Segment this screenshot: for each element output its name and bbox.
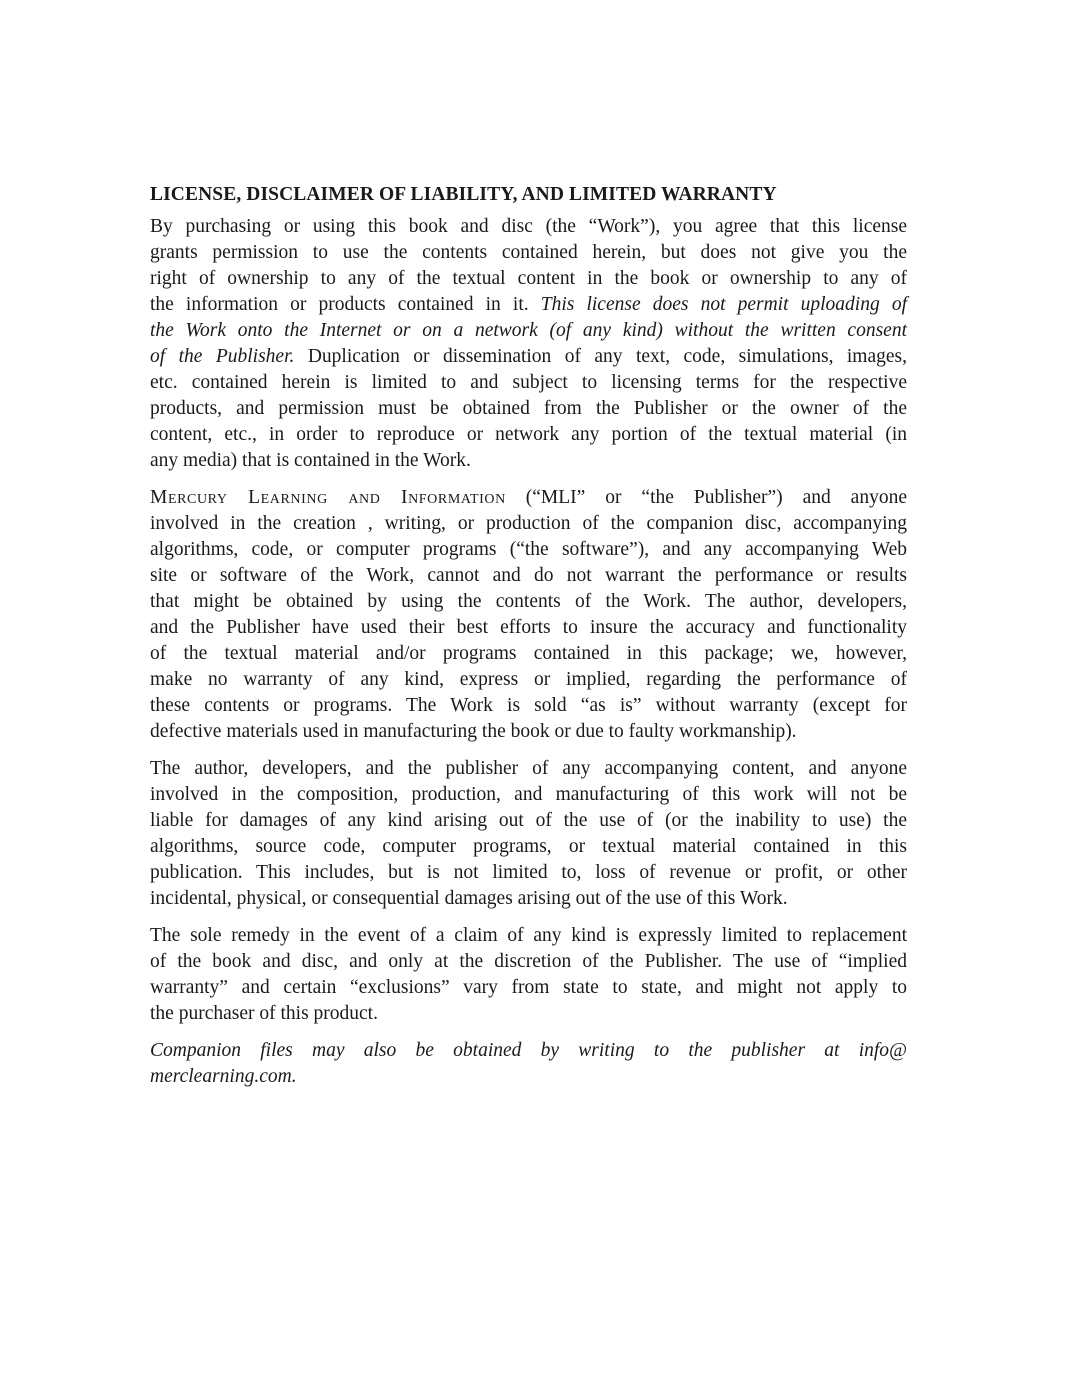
text-segment: products, and permission must be obtained from the Publisher or the owner of the: [150, 398, 907, 419]
license-body: [150, 214, 907, 1090]
page-title: LICENSE, DISCLAIMER OF LIABILITY, AND LIMITED WARRANTY: [150, 184, 777, 205]
text-segment: any media) that is contained in the Work.: [150, 450, 471, 471]
text-segment: that might be obtained by using the contents of the Work. The author, developers,: [150, 591, 907, 612]
text-line: [150, 1038, 907, 1064]
text-segment: these contents or programs. The Work is sold “as is” without warranty (except for: [150, 695, 907, 716]
text-segment: the information or products contained in it.: [150, 294, 541, 315]
paragraph: [150, 923, 907, 1027]
paragraph: [150, 1038, 907, 1090]
text-segment: The sole remedy in the event of a claim of any kind is expressly limited to replacement: [150, 925, 907, 946]
text-segment: content, etc., in order to reproduce or network any portion of the textual material (in: [150, 424, 907, 445]
text-line: [150, 370, 907, 396]
text-line: [150, 860, 907, 886]
text-line: [150, 975, 907, 1001]
publisher-name: Mercury Learning and Information: [150, 487, 506, 508]
text-line: [150, 240, 907, 266]
text-segment: algorithms, code, or computer programs (“the software”), and any accompanying Web: [150, 539, 907, 560]
text-segment: involved in the creation , writing, or production of the companion disc, accompanying: [150, 513, 907, 534]
text-segment: of the book and disc, and only at the discretion of the Publisher. The use of “implied: [150, 951, 907, 972]
text-segment: publication. This includes, but is not limited to, loss of revenue or profit, or other: [150, 862, 907, 883]
text-segment: site or software of the Work, cannot and do not warrant the performance or results: [150, 565, 907, 586]
paragraph: [150, 756, 907, 912]
text-line: [150, 344, 907, 370]
text-segment: The author, developers, and the publisher of any accompanying content, and anyone: [150, 758, 907, 779]
text-line: [150, 485, 907, 511]
text-line: [150, 923, 907, 949]
text-segment: of the textual material and/or programs contained in this package; we, however,: [150, 643, 907, 664]
text-line: [150, 782, 907, 808]
text-segment: make no warranty of any kind, express or implied, regarding the performance of: [150, 669, 907, 690]
italic-text: of the Publisher.: [150, 346, 295, 367]
text-segment: incidental, physical, or consequential damages arising out of the use of this Work.: [150, 888, 788, 909]
text-line: [150, 589, 907, 615]
text-segment: involved in the composition, production, and manufacturing of this work will not be: [150, 784, 907, 805]
text-line: [150, 949, 907, 975]
italic-text: Companion files may also be obtained by writing to the publisher at info@: [150, 1040, 907, 1061]
text-line: [150, 615, 907, 641]
italic-text: This license does not permit uploading of: [540, 294, 907, 315]
text-line: [150, 1001, 907, 1027]
text-line: [150, 266, 907, 292]
text-line: [150, 693, 907, 719]
text-segment: defective materials used in manufacturing the book or due to faulty workmanship).: [150, 721, 797, 742]
paragraph: [150, 214, 907, 474]
text-segment: right of ownership to any of the textual content in the book or ownership to any of: [150, 268, 907, 289]
text-segment: etc. contained herein is limited to and subject to licensing terms for the respective: [150, 372, 907, 393]
text-segment: (“MLI” or “the Publisher”) and anyone: [505, 487, 907, 508]
text-line: [150, 834, 907, 860]
text-line: [150, 808, 907, 834]
text-line: [150, 396, 907, 422]
text-line: [150, 318, 907, 344]
text-line: [150, 1064, 907, 1090]
text-line: [150, 292, 907, 318]
text-line: [150, 719, 907, 745]
text-line: [150, 756, 907, 782]
license-page: [150, 182, 907, 1101]
text-segment: the purchaser of this product.: [150, 1003, 378, 1024]
text-line: [150, 422, 907, 448]
text-line: [150, 563, 907, 589]
text-line: [150, 667, 907, 693]
text-line: [150, 537, 907, 563]
text-segment: liable for damages of any kind arising out of the use of (or the inability to use) the: [150, 810, 907, 831]
text-line: [150, 641, 907, 667]
text-line: [150, 511, 907, 537]
text-segment: Duplication or dissemination of any text, code, simulations, images,: [294, 346, 907, 367]
text-segment: algorithms, source code, computer programs, or textual material contained in this: [150, 836, 907, 857]
text-line: [150, 886, 907, 912]
paragraph: [150, 485, 907, 745]
italic-text: the Work onto the Internet or on a network (of any kind) without the written consent: [150, 320, 907, 341]
text-line: [150, 214, 907, 240]
text-segment: grants permission to use the contents contained herein, but does not give you the: [150, 242, 907, 263]
text-segment: and the Publisher have used their best efforts to insure the accuracy and functionality: [150, 617, 907, 638]
text-line: [150, 448, 907, 474]
text-segment: By purchasing or using this book and disc (the “Work”), you agree that this license: [150, 216, 907, 237]
text-segment: warranty” and certain “exclusions” vary from state to state, and might not apply to: [150, 977, 907, 998]
italic-text: merclearning.com.: [150, 1066, 297, 1087]
